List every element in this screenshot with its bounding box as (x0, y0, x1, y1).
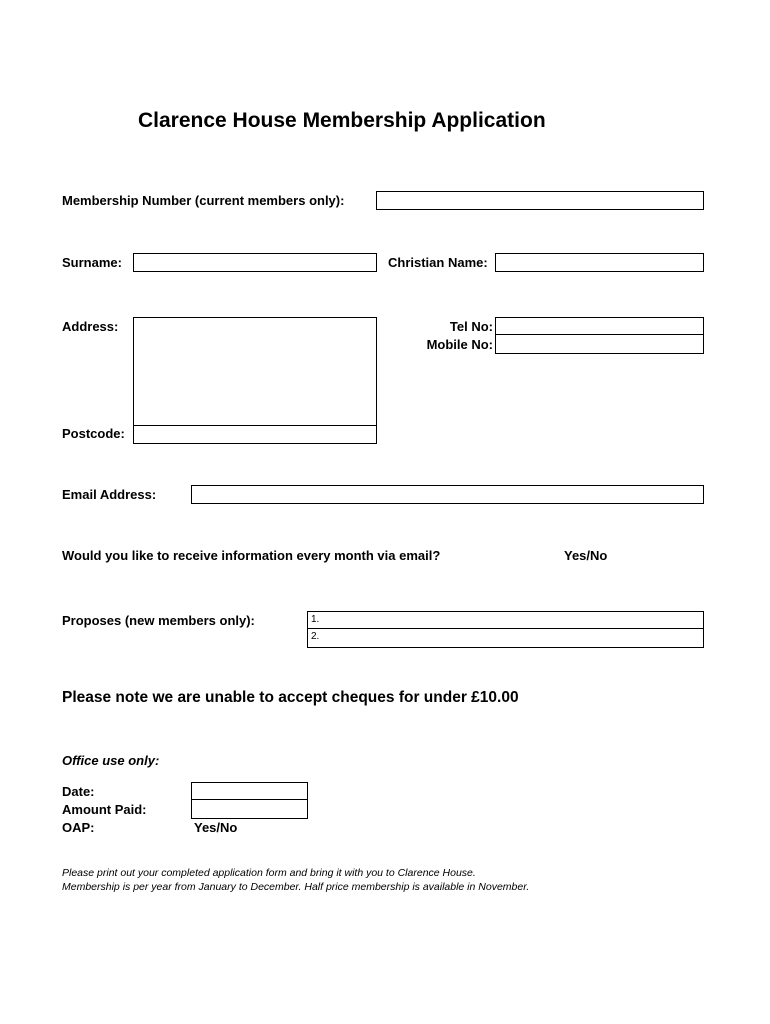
proposes-table (307, 611, 704, 648)
office-use-heading: Office use only: (62, 753, 160, 768)
surname-field[interactable] (133, 253, 377, 272)
proposes-row-1[interactable]: 1. (308, 612, 703, 629)
office-date-field[interactable] (192, 783, 307, 800)
cheque-notice: Please note we are unable to accept cheques for under £10.00 (62, 689, 519, 706)
address-field[interactable] (133, 317, 377, 426)
postcode-label: Postcode: (62, 426, 125, 441)
tel-field[interactable] (496, 318, 703, 335)
tel-label: Tel No: (449, 319, 493, 334)
postcode-field[interactable] (133, 425, 377, 444)
email-label: Email Address: (62, 487, 157, 502)
page-title: Clarence House Membership Application (138, 109, 546, 132)
office-oap-label: OAP: (62, 820, 95, 835)
footer-line-1: Please print out your completed application form and bring it with you to Clarence House. (62, 867, 476, 879)
footer-line-2: Membership is per year from January to December. Half price membership is available in November. (62, 881, 530, 893)
proposes-row-2[interactable]: 2. (311, 631, 320, 642)
info-answer[interactable]: Yes/No (564, 548, 608, 563)
membership-number-field[interactable] (376, 191, 704, 210)
christian-name-field[interactable] (495, 253, 704, 272)
office-amount-label: Amount Paid: (62, 802, 147, 817)
office-amount-field[interactable] (192, 800, 307, 817)
office-oap-value[interactable]: Yes/No (194, 820, 238, 835)
phone-fields (495, 317, 704, 354)
christian-name-label: Christian Name: (388, 255, 488, 270)
mobile-field[interactable] (496, 335, 703, 352)
surname-label: Surname: (62, 255, 122, 270)
info-question: Would you like to receive information every month via email? (62, 548, 441, 563)
email-field[interactable] (191, 485, 704, 504)
office-fields (191, 782, 308, 819)
address-label: Address: (62, 319, 119, 334)
proposes-label: Proposes (new members only): (62, 613, 255, 628)
mobile-label: Mobile No: (426, 337, 493, 352)
office-date-label: Date: (62, 784, 95, 799)
membership-number-label: Membership Number (current members only): (62, 193, 345, 208)
